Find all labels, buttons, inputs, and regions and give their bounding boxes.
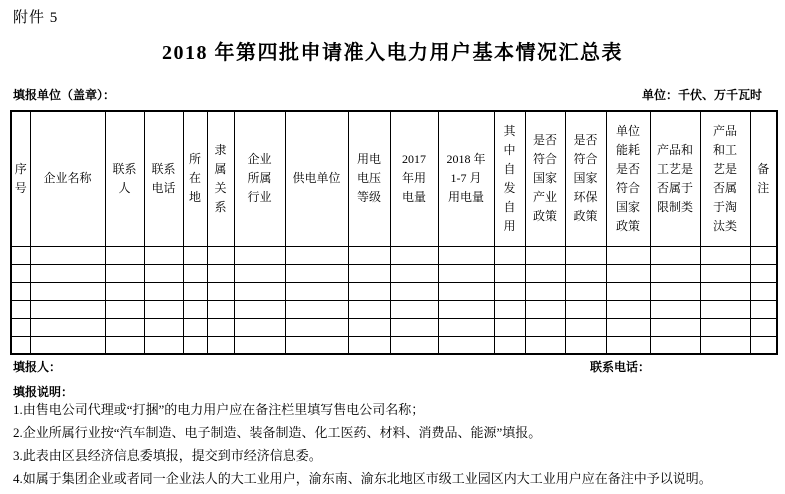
column-header-remarks bbox=[750, 111, 777, 246]
table-cell bbox=[606, 336, 650, 354]
table-cell bbox=[207, 282, 234, 300]
table-head bbox=[11, 111, 777, 246]
column-header-company-name bbox=[30, 111, 105, 246]
table-cell bbox=[105, 318, 144, 336]
column-header-line: 在 bbox=[188, 171, 201, 186]
table-cell bbox=[494, 282, 525, 300]
table-cell bbox=[285, 336, 348, 354]
table-cell bbox=[438, 318, 494, 336]
unit-label: 单位：千伏、万千瓦时 bbox=[641, 88, 762, 102]
column-header-line: 工艺是 bbox=[656, 161, 693, 176]
table-cell bbox=[650, 318, 700, 336]
table-cell bbox=[183, 318, 207, 336]
table-cell bbox=[105, 300, 144, 318]
column-header-usage-2017 bbox=[390, 111, 438, 246]
column-header-line: 序 bbox=[14, 161, 27, 176]
column-header-line: 注 bbox=[757, 180, 770, 195]
table-cell bbox=[565, 318, 606, 336]
table-cell bbox=[183, 282, 207, 300]
column-header-line: 发 bbox=[503, 180, 516, 195]
note-item: 2.企业所属行业按“汽车制造、电子制造、装备制造、化工医药、材料、消费品、能源”填报。 bbox=[13, 425, 542, 440]
column-header-line: 国家 bbox=[615, 199, 640, 214]
column-header-line: 限制类 bbox=[656, 199, 693, 214]
reporting-unit-label: 填报单位（盖章）： bbox=[13, 88, 116, 102]
table-cell bbox=[390, 336, 438, 354]
column-header-line: 企业名称 bbox=[43, 171, 92, 186]
table-row bbox=[11, 336, 777, 354]
table-cell bbox=[494, 246, 525, 264]
column-header-eliminated-category bbox=[700, 111, 750, 246]
column-header-line: 隶 bbox=[214, 142, 227, 157]
table-cell bbox=[750, 300, 777, 318]
table-cell bbox=[750, 336, 777, 354]
column-header-line: 用电量 bbox=[447, 190, 484, 205]
table-cell bbox=[285, 318, 348, 336]
column-header-line: 用电 bbox=[356, 152, 381, 167]
table-cell bbox=[348, 246, 390, 264]
column-header-line: 系 bbox=[214, 199, 227, 214]
table-cell bbox=[234, 318, 285, 336]
column-header-line: 环保 bbox=[573, 190, 598, 205]
column-header-restricted-category bbox=[650, 111, 700, 246]
table-cell bbox=[700, 318, 750, 336]
column-header-line: 于淘 bbox=[712, 199, 737, 214]
table-cell bbox=[438, 300, 494, 318]
table-cell bbox=[144, 264, 183, 282]
table-cell bbox=[105, 336, 144, 354]
header-row bbox=[11, 111, 777, 246]
column-header-line: 所属 bbox=[247, 171, 272, 186]
column-header-line: 政策 bbox=[615, 218, 640, 233]
column-header-affiliation bbox=[207, 111, 234, 246]
table-cell bbox=[650, 300, 700, 318]
column-header-line: 企业 bbox=[247, 152, 272, 167]
table-cell bbox=[438, 264, 494, 282]
column-header-line: 电量 bbox=[401, 190, 426, 205]
table-cell bbox=[234, 282, 285, 300]
table-cell bbox=[525, 336, 565, 354]
table-cell bbox=[606, 300, 650, 318]
table-cell bbox=[144, 246, 183, 264]
table-cell bbox=[207, 336, 234, 354]
table-cell bbox=[183, 300, 207, 318]
column-header-environmental-policy bbox=[565, 111, 606, 246]
column-header-line: 中 bbox=[503, 142, 516, 157]
column-header-line: 单位 bbox=[615, 123, 640, 138]
column-header-energy-consumption bbox=[606, 111, 650, 246]
table-cell bbox=[700, 282, 750, 300]
table-cell bbox=[105, 246, 144, 264]
table-cell bbox=[144, 336, 183, 354]
column-header-line: 产品 bbox=[712, 123, 737, 138]
column-header-power-supplier bbox=[285, 111, 348, 246]
column-header-line: 所 bbox=[188, 152, 201, 167]
table-cell bbox=[494, 336, 525, 354]
notes-title: 填报说明： bbox=[13, 385, 74, 399]
column-header-line: 属 bbox=[214, 161, 227, 176]
column-header-line: 符合 bbox=[532, 152, 557, 167]
table-cell bbox=[348, 282, 390, 300]
column-header-line: 备 bbox=[757, 161, 770, 176]
column-header-usage-2018-jan-jul bbox=[438, 111, 494, 246]
column-header-line: 产品和 bbox=[656, 142, 693, 157]
table-cell bbox=[285, 300, 348, 318]
column-header-line: 是否 bbox=[573, 133, 598, 148]
column-header-line: 人 bbox=[118, 180, 131, 195]
column-header-line: 自 bbox=[503, 199, 516, 214]
column-header-line: 自 bbox=[503, 161, 516, 176]
column-header-contact-phone bbox=[144, 111, 183, 246]
table-cell bbox=[700, 264, 750, 282]
table-cell bbox=[30, 246, 105, 264]
table-cell bbox=[650, 264, 700, 282]
table-cell bbox=[390, 318, 438, 336]
table-row bbox=[11, 300, 777, 318]
table-body bbox=[11, 246, 777, 354]
column-header-line: 产业 bbox=[532, 190, 557, 205]
column-header-line: 符合 bbox=[615, 180, 640, 195]
table-cell bbox=[234, 264, 285, 282]
table-cell bbox=[234, 300, 285, 318]
table-cell bbox=[390, 264, 438, 282]
table-cell bbox=[390, 246, 438, 264]
column-header-line: 电话 bbox=[151, 180, 176, 195]
column-header-line: 汰类 bbox=[712, 218, 737, 233]
table-cell bbox=[750, 318, 777, 336]
table-cell bbox=[207, 300, 234, 318]
column-header-line: 符合 bbox=[573, 152, 598, 167]
column-header-line: 是否 bbox=[615, 161, 640, 176]
column-header-line: 联系 bbox=[151, 161, 176, 176]
page-title: 2018 年第四批申请准入电力用户基本情况汇总表 bbox=[162, 42, 623, 64]
column-header-line: 国家 bbox=[573, 171, 598, 186]
table-cell bbox=[525, 300, 565, 318]
note-item: 3.此表由区县经济信息委填报，提交到市经济信息委。 bbox=[13, 448, 322, 463]
table-cell bbox=[525, 318, 565, 336]
table-cell bbox=[565, 264, 606, 282]
column-header-line: 联系 bbox=[112, 161, 137, 176]
table-row bbox=[11, 318, 777, 336]
column-header-contact-person bbox=[105, 111, 144, 246]
table-cell bbox=[650, 282, 700, 300]
summary-table bbox=[10, 110, 778, 355]
table-cell bbox=[565, 282, 606, 300]
table-cell bbox=[525, 246, 565, 264]
table-cell bbox=[11, 318, 30, 336]
column-header-industrial-policy bbox=[525, 111, 565, 246]
table-cell bbox=[285, 264, 348, 282]
table-cell bbox=[565, 246, 606, 264]
table-cell bbox=[234, 336, 285, 354]
column-header-line: 政策 bbox=[532, 209, 557, 224]
column-header-line: 等级 bbox=[356, 190, 381, 205]
table-cell bbox=[30, 300, 105, 318]
note-item: 1.由售电公司代理或“打捆”的电力用户应在备注栏里填写售电公司名称； bbox=[13, 402, 425, 417]
table-cell bbox=[494, 318, 525, 336]
column-header-line: 是否 bbox=[532, 133, 557, 148]
column-header-line: 年用 bbox=[401, 171, 426, 186]
table-cell bbox=[30, 318, 105, 336]
table-cell bbox=[11, 246, 30, 264]
column-header-line: 行业 bbox=[247, 190, 272, 205]
table-cell bbox=[606, 264, 650, 282]
table-cell bbox=[750, 282, 777, 300]
table-cell bbox=[438, 246, 494, 264]
column-header-voltage-level bbox=[348, 111, 390, 246]
table-cell bbox=[348, 300, 390, 318]
column-header-line: 国家 bbox=[532, 171, 557, 186]
table-cell bbox=[390, 300, 438, 318]
table-cell bbox=[11, 282, 30, 300]
table-cell bbox=[494, 300, 525, 318]
table-cell bbox=[144, 318, 183, 336]
table-cell bbox=[700, 246, 750, 264]
table-cell bbox=[183, 336, 207, 354]
table-cell bbox=[606, 246, 650, 264]
column-header-location bbox=[183, 111, 207, 246]
column-header-line: 号 bbox=[14, 180, 27, 195]
table-cell bbox=[348, 264, 390, 282]
table-cell bbox=[30, 282, 105, 300]
table-cell bbox=[30, 264, 105, 282]
table-cell bbox=[700, 300, 750, 318]
table-cell bbox=[525, 282, 565, 300]
table-cell bbox=[565, 300, 606, 318]
column-header-line: 2018 年 bbox=[446, 152, 486, 167]
column-header-line: 1-7 月 bbox=[450, 171, 482, 186]
table-row bbox=[11, 246, 777, 264]
meta-row bbox=[0, 86, 785, 103]
table-cell bbox=[11, 264, 30, 282]
table-cell bbox=[207, 246, 234, 264]
table-cell bbox=[650, 336, 700, 354]
signature-row bbox=[0, 358, 785, 374]
table-row bbox=[11, 264, 777, 282]
column-header-line: 否属 bbox=[712, 180, 737, 195]
table-row bbox=[11, 282, 777, 300]
column-header-line: 政策 bbox=[573, 209, 598, 224]
column-header-line: 否属于 bbox=[656, 180, 693, 195]
table-cell bbox=[207, 264, 234, 282]
column-header-self-generated bbox=[494, 111, 525, 246]
column-header-line: 2017 bbox=[402, 152, 426, 167]
table-cell bbox=[105, 264, 144, 282]
table-cell bbox=[348, 318, 390, 336]
table-cell bbox=[183, 264, 207, 282]
column-header-industry bbox=[234, 111, 285, 246]
table-cell bbox=[650, 246, 700, 264]
column-header-seq-number bbox=[11, 111, 30, 246]
table-cell bbox=[11, 300, 30, 318]
column-header-line: 关 bbox=[214, 180, 227, 195]
table-cell bbox=[105, 282, 144, 300]
table-cell bbox=[285, 282, 348, 300]
table-cell bbox=[144, 300, 183, 318]
attachment-label: 附件 5 bbox=[13, 10, 59, 26]
column-header-line: 能耗 bbox=[615, 142, 640, 157]
table-cell bbox=[144, 282, 183, 300]
table-cell bbox=[348, 336, 390, 354]
table-cell bbox=[438, 336, 494, 354]
column-header-line: 地 bbox=[188, 190, 201, 205]
note-item: 4.如属于集团企业或者同一企业法人的大工业用户，渝东南、渝东北地区市级工业园区内大工业用户应在备注中予以说明。 bbox=[13, 471, 712, 486]
filler-label: 填报人： bbox=[13, 360, 62, 374]
table-cell bbox=[30, 336, 105, 354]
column-header-line: 供电单位 bbox=[292, 171, 341, 186]
table-cell bbox=[606, 282, 650, 300]
table-cell bbox=[700, 336, 750, 354]
table-cell bbox=[234, 246, 285, 264]
table-cell bbox=[606, 318, 650, 336]
table-cell bbox=[565, 336, 606, 354]
table-cell bbox=[750, 246, 777, 264]
column-header-line: 电压 bbox=[356, 171, 381, 186]
table-cell bbox=[11, 336, 30, 354]
table-cell bbox=[207, 318, 234, 336]
table-cell bbox=[750, 264, 777, 282]
column-header-line: 其 bbox=[503, 123, 516, 138]
contact-phone-label: 联系电话： bbox=[590, 360, 651, 374]
table-cell bbox=[494, 264, 525, 282]
column-header-line: 艺是 bbox=[712, 161, 737, 176]
table-cell bbox=[183, 246, 207, 264]
column-header-line: 和工 bbox=[712, 142, 737, 157]
notes-list bbox=[13, 402, 779, 494]
table-cell bbox=[525, 264, 565, 282]
table-cell bbox=[390, 282, 438, 300]
column-header-line: 用 bbox=[503, 218, 516, 233]
table-cell bbox=[285, 246, 348, 264]
table-cell bbox=[438, 282, 494, 300]
